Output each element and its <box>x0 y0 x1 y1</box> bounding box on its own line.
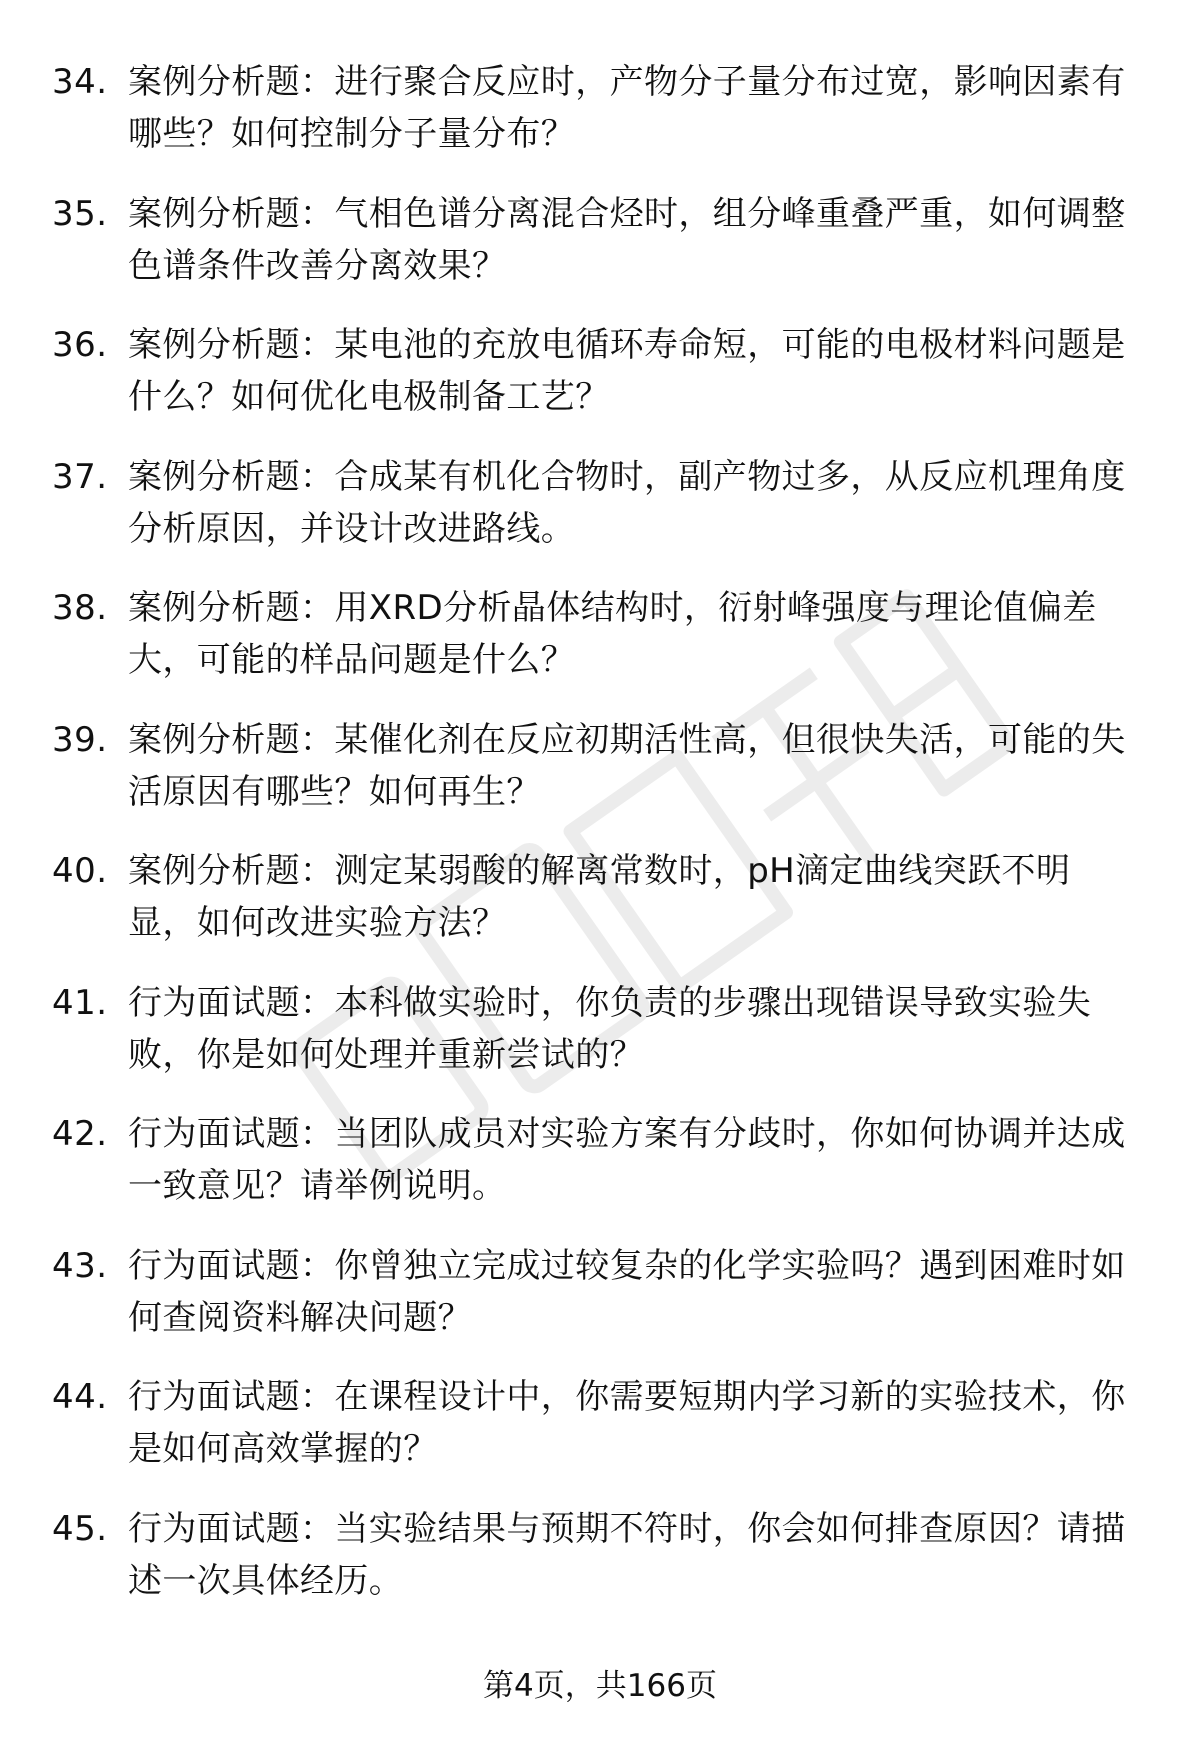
question-text: 案例分析题：某电池的充放电循环寿命短，可能的电极材料问题是什么？如何优化电极制备工艺？ <box>128 325 1126 417</box>
question-number: 39. <box>52 719 108 760</box>
page-number-footer: 第4页，共166页 <box>483 1668 717 1704</box>
question-item <box>0 451 1200 583</box>
question-item <box>0 1240 1200 1372</box>
question-text: 案例分析题：测定某弱酸的解离常数时，pH滴定曲线突跃不明显，如何改进实验方法？ <box>128 851 1071 943</box>
question-number: 44. <box>52 1377 108 1417</box>
question-text: 行为面试题：在课程设计中，你需要短期内学习新的实验技术，你是如何高效掌握的？ <box>128 1377 1126 1469</box>
question-text: 行为面试题：本科做实验时，你负责的步骤出现错误导致实验失败，你是如何处理并重新尝试的？ <box>128 982 1092 1075</box>
question-item <box>0 714 1200 846</box>
question-item <box>0 977 1200 1109</box>
question-text: 行为面试题：当团队成员对实验方案有分歧时，你如何协调并达成一致意见？请举例说明。 <box>128 1114 1126 1206</box>
question-number: 40. <box>52 851 108 891</box>
question-item <box>0 188 1200 320</box>
question-number: 43. <box>52 1245 108 1286</box>
question-number: 34. <box>52 62 108 102</box>
question-number: 41. <box>52 982 108 1023</box>
question-list <box>0 56 1200 1634</box>
question-number: 38. <box>52 588 108 628</box>
question-text: 行为面试题：你曾独立完成过较复杂的化学实验吗？遇到困难时如何查阅资料解决问题？ <box>128 1245 1126 1338</box>
question-item <box>0 1371 1200 1503</box>
question-item <box>0 56 1200 188</box>
question-item <box>0 845 1200 977</box>
question-number: 45. <box>52 1508 108 1549</box>
question-item <box>0 1108 1200 1240</box>
question-text: 案例分析题：合成某有机化合物时，副产物过多，从反应机理角度分析原因，并设计改进路线。 <box>128 456 1126 549</box>
question-number: 37. <box>52 456 108 497</box>
question-item <box>0 1503 1200 1635</box>
question-item <box>0 319 1200 451</box>
question-number: 35. <box>52 193 108 234</box>
question-text: 案例分析题：用XRD分析晶体结构时，衍射峰强度与理论值偏差大，可能的样品问题是什么？ <box>128 588 1097 680</box>
question-number: 36. <box>52 325 108 365</box>
question-number: 42. <box>52 1114 108 1154</box>
question-text: 案例分析题：进行聚合反应时，产物分子量分布过宽，影响因素有哪些？如何控制分子量分布？ <box>128 62 1126 154</box>
question-text: 案例分析题：某催化剂在反应初期活性高，但很快失活，可能的失活原因有哪些？如何再生？ <box>128 719 1126 812</box>
question-text: 行为面试题：当实验结果与预期不符时，你会如何排查原因？请描述一次具体经历。 <box>128 1508 1126 1601</box>
question-item <box>0 582 1200 714</box>
question-text: 案例分析题：气相色谱分离混合烃时，组分峰重叠严重，如何调整色谱条件改善分离效果？ <box>128 193 1126 286</box>
